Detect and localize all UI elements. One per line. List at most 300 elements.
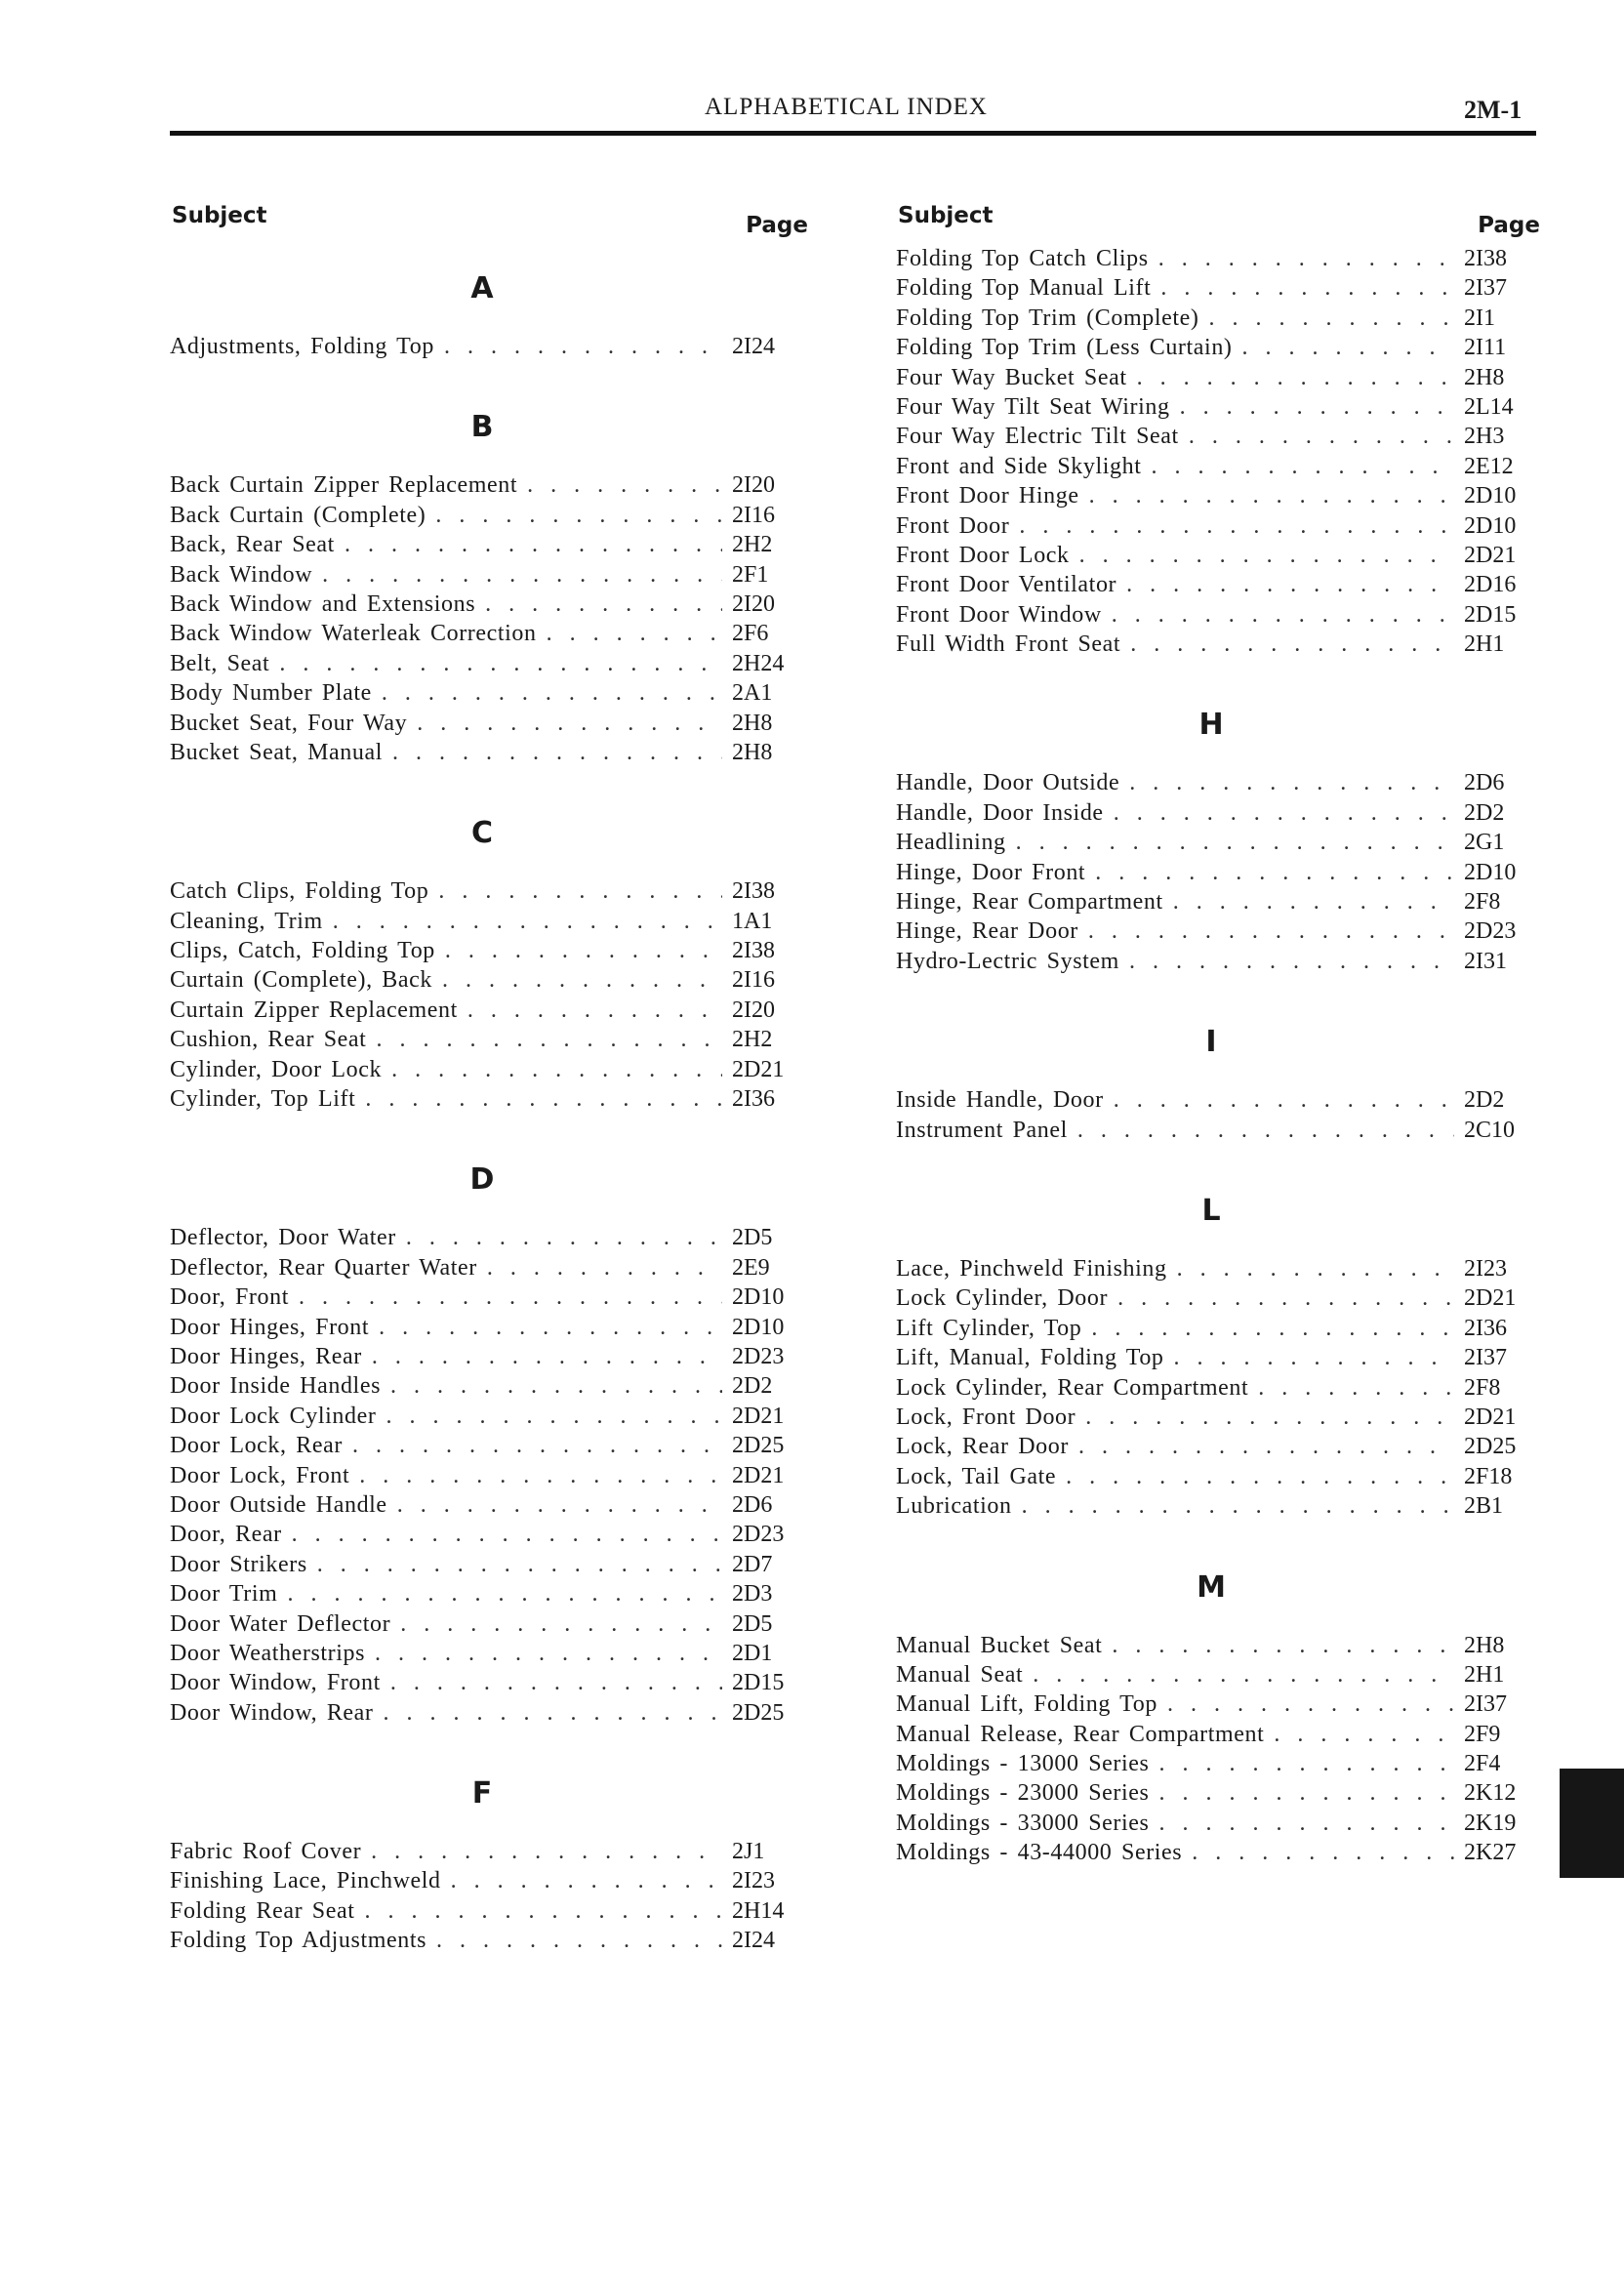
entry-page: 2H2 bbox=[732, 532, 773, 558]
entry-page: 2I24 bbox=[732, 334, 775, 359]
entry-subject: Clips, Catch, Folding Top bbox=[170, 938, 435, 964]
dot-leader bbox=[1022, 1491, 1454, 1521]
dot-leader bbox=[1274, 1720, 1454, 1749]
entry-page: 2F8 bbox=[1464, 889, 1501, 916]
entry-subject: Curtain (Complete), Back bbox=[170, 967, 433, 994]
section-letter: F bbox=[471, 1776, 493, 1812]
entry-page: 2D6 bbox=[732, 1491, 773, 1518]
index-entry bbox=[154, 1282, 810, 1312]
dot-leader bbox=[1158, 1809, 1454, 1838]
index-entry bbox=[154, 1639, 810, 1668]
dot-leader bbox=[365, 1896, 722, 1926]
index-entry bbox=[880, 304, 1542, 333]
entry-subject: Four Way Bucket Seat bbox=[896, 364, 1127, 390]
entry-page: 2I1 bbox=[1464, 305, 1495, 331]
dot-leader bbox=[345, 530, 722, 559]
entry-subject: Fabric Roof Cover bbox=[170, 1839, 362, 1865]
entry-subject: Body Number Plate bbox=[170, 680, 372, 707]
entry-page: 2I16 bbox=[732, 967, 775, 994]
entry-page: 2D25 bbox=[732, 1699, 785, 1726]
index-entry bbox=[154, 996, 810, 1025]
index-entry bbox=[154, 738, 810, 767]
entry-subject: Door Lock, Rear bbox=[170, 1433, 343, 1459]
entry-subject: Door Hinges, Front bbox=[170, 1314, 370, 1340]
dot-leader bbox=[451, 1866, 722, 1895]
dot-leader bbox=[1112, 1631, 1454, 1660]
index-entry bbox=[880, 1660, 1542, 1690]
entry-page: 2I20 bbox=[732, 997, 775, 1023]
dot-leader bbox=[371, 1837, 722, 1866]
entry-subject: Back Window Waterleak Correction bbox=[170, 621, 537, 647]
entry-subject: Cylinder, Door Lock bbox=[170, 1056, 383, 1082]
entry-subject: Lift, Manual, Folding Top bbox=[896, 1345, 1164, 1371]
entry-page: 2I20 bbox=[732, 472, 775, 499]
dot-leader bbox=[1088, 916, 1454, 946]
entry-subject: Folding Top Catch Clips bbox=[896, 246, 1149, 271]
entry-subject: Front Door Lock bbox=[896, 542, 1070, 568]
entry-page: 2D5 bbox=[732, 1610, 773, 1637]
dot-leader bbox=[1173, 887, 1454, 916]
entry-subject: Door Trim bbox=[170, 1581, 278, 1608]
entry-subject: Front Door Ventilator bbox=[896, 572, 1117, 598]
dot-leader bbox=[1033, 1660, 1454, 1690]
entry-subject: Deflector, Rear Quarter Water bbox=[170, 1254, 477, 1281]
dot-leader bbox=[1126, 570, 1454, 599]
index-column-left bbox=[154, 201, 810, 1956]
dot-leader bbox=[1258, 1373, 1454, 1403]
dot-leader bbox=[1095, 858, 1454, 887]
entry-page: 2D21 bbox=[1464, 1404, 1517, 1430]
index-entry bbox=[154, 501, 810, 530]
index-entry bbox=[880, 1254, 1542, 1283]
index-entry bbox=[154, 876, 810, 906]
dot-leader bbox=[1158, 1778, 1454, 1808]
dot-leader bbox=[1066, 1462, 1454, 1491]
dot-leader bbox=[1085, 1403, 1454, 1432]
entry-subject: Back, Rear Seat bbox=[170, 532, 335, 558]
dot-leader bbox=[279, 649, 722, 678]
index-section bbox=[880, 1192, 1542, 1522]
index-entry bbox=[880, 1809, 1542, 1838]
dot-leader bbox=[1016, 828, 1454, 857]
index-entry bbox=[154, 1579, 810, 1608]
thumb-index-tab bbox=[1560, 1769, 1624, 1878]
entry-subject: Finishing Lace, Pinchweld bbox=[170, 1868, 441, 1894]
page-title: ALPHABETICAL INDEX bbox=[705, 94, 988, 120]
dot-leader bbox=[442, 965, 722, 995]
section-letter: A bbox=[470, 271, 494, 305]
entry-page: 2F1 bbox=[732, 561, 769, 588]
dot-leader bbox=[390, 1668, 722, 1697]
dot-leader bbox=[384, 1698, 722, 1728]
index-section bbox=[880, 1568, 1542, 1868]
dot-leader bbox=[1078, 1432, 1454, 1461]
entry-page: 2F18 bbox=[1464, 1463, 1513, 1489]
entry-page: 2E9 bbox=[732, 1254, 770, 1281]
index-entry bbox=[880, 1116, 1542, 1145]
dot-leader bbox=[1089, 481, 1454, 510]
entry-page: 1A1 bbox=[732, 908, 773, 934]
section-letter: I bbox=[1205, 1025, 1217, 1060]
entry-page: 2I24 bbox=[732, 1928, 775, 1954]
index-entry bbox=[154, 1866, 810, 1895]
entry-subject: Lock, Tail Gate bbox=[896, 1463, 1057, 1489]
entry-subject: Adjustments, Folding Top bbox=[170, 334, 434, 359]
dot-leader bbox=[392, 738, 722, 767]
entry-page: 2D3 bbox=[732, 1581, 773, 1608]
index-entry bbox=[880, 1314, 1542, 1343]
entry-subject: Deflector, Door Water bbox=[170, 1225, 396, 1251]
entry-page: 2D23 bbox=[732, 1343, 785, 1369]
index-entry bbox=[154, 1253, 810, 1282]
entry-subject: Back Curtain Zipper Replacement bbox=[170, 472, 518, 499]
index-entry bbox=[154, 678, 810, 708]
subject-header: Subject bbox=[898, 203, 994, 228]
page-number: 2M-1 bbox=[1464, 96, 1522, 124]
dot-leader bbox=[1079, 541, 1454, 570]
entry-page: 2I20 bbox=[732, 590, 775, 617]
entry-page: 2I23 bbox=[732, 1868, 775, 1894]
section-letter: B bbox=[470, 410, 494, 445]
entry-subject: Folding Top Adjustments bbox=[170, 1928, 427, 1954]
dot-leader bbox=[1114, 798, 1454, 828]
index-entry bbox=[154, 560, 810, 590]
entry-page: 2I23 bbox=[1464, 1255, 1507, 1282]
index-section bbox=[154, 408, 810, 767]
index-entry bbox=[154, 1926, 810, 1955]
entry-subject: Full Width Front Seat bbox=[896, 631, 1121, 658]
entry-page: 2I36 bbox=[732, 1086, 775, 1113]
dot-leader bbox=[1130, 630, 1454, 659]
index-section bbox=[154, 269, 810, 361]
entry-subject: Door Hinges, Rear bbox=[170, 1343, 362, 1369]
entry-subject: Lubrication bbox=[896, 1493, 1012, 1520]
index-entry bbox=[154, 1490, 810, 1520]
dot-leader bbox=[406, 1223, 722, 1252]
entry-page: 2H8 bbox=[732, 739, 773, 765]
dot-leader bbox=[1208, 304, 1454, 333]
entry-subject: Lock, Front Door bbox=[896, 1404, 1076, 1430]
index-entry bbox=[880, 422, 1542, 451]
index-entry bbox=[880, 1749, 1542, 1778]
entry-page: 2E12 bbox=[1464, 453, 1514, 479]
index-entry bbox=[880, 1343, 1542, 1372]
entry-page: 2H1 bbox=[1464, 1661, 1505, 1688]
page-header-label: Page bbox=[746, 213, 808, 238]
index-entry bbox=[154, 936, 810, 965]
index-entry bbox=[880, 363, 1542, 392]
index-entry bbox=[880, 1373, 1542, 1403]
entry-subject: Handle, Door Outside bbox=[896, 770, 1120, 796]
entry-page: 2I37 bbox=[1464, 275, 1507, 302]
index-entry bbox=[880, 630, 1542, 659]
index-entry bbox=[154, 1055, 810, 1084]
index-entry bbox=[154, 1025, 810, 1054]
entry-page: 2I37 bbox=[1464, 1345, 1507, 1371]
section-letter: H bbox=[1198, 708, 1224, 743]
index-entry bbox=[154, 1342, 810, 1371]
entry-subject: Door Window, Rear bbox=[170, 1699, 374, 1726]
index-entry bbox=[880, 1432, 1542, 1461]
entry-page: 2D7 bbox=[732, 1551, 773, 1577]
entry-page: 2H14 bbox=[732, 1897, 785, 1924]
entry-subject: Door Water Deflector bbox=[170, 1610, 391, 1637]
entry-subject: Door Inside Handles bbox=[170, 1373, 382, 1400]
entry-subject: Hinge, Door Front bbox=[896, 859, 1086, 885]
entry-page: 2D21 bbox=[732, 1403, 785, 1429]
entry-page: 2D15 bbox=[1464, 601, 1517, 628]
index-entry bbox=[880, 1283, 1542, 1313]
entry-page: 2I38 bbox=[732, 938, 775, 964]
dot-leader bbox=[487, 1253, 722, 1282]
entry-page: 2D25 bbox=[1464, 1434, 1517, 1460]
subject-header: Subject bbox=[172, 203, 267, 228]
index-entry bbox=[154, 907, 810, 936]
dot-leader bbox=[397, 1490, 722, 1520]
entry-page: 2D23 bbox=[732, 1522, 785, 1548]
entry-page: 2L14 bbox=[1464, 393, 1514, 420]
index-entry bbox=[154, 470, 810, 500]
entry-page: 2G1 bbox=[1464, 830, 1505, 856]
entry-page: 2H1 bbox=[1464, 631, 1505, 658]
index-entry bbox=[154, 1461, 810, 1490]
entry-subject: Door Lock Cylinder bbox=[170, 1403, 377, 1429]
section-letter: C bbox=[470, 816, 494, 851]
dot-leader bbox=[1242, 333, 1454, 362]
entry-subject: Manual Lift, Folding Top bbox=[896, 1691, 1157, 1718]
entry-subject: Back Window bbox=[170, 561, 313, 588]
index-section bbox=[880, 706, 1542, 976]
index-entry bbox=[880, 452, 1542, 481]
entry-subject: Four Way Electric Tilt Seat bbox=[896, 424, 1179, 450]
entry-subject: Lock Cylinder, Rear Compartment bbox=[896, 1374, 1249, 1401]
index-entry bbox=[154, 619, 810, 648]
index-entry bbox=[154, 1668, 810, 1697]
entry-subject: Belt, Seat bbox=[170, 650, 270, 676]
dot-leader bbox=[287, 1579, 722, 1608]
entry-page: 2K19 bbox=[1464, 1810, 1517, 1836]
entry-subject: Manual Seat bbox=[896, 1661, 1024, 1688]
index-entry bbox=[880, 916, 1542, 946]
entry-subject: Door, Rear bbox=[170, 1522, 282, 1548]
entry-subject: Lace, Pinchweld Finishing bbox=[896, 1255, 1167, 1282]
entry-page: 2B1 bbox=[1464, 1493, 1504, 1520]
index-entry bbox=[154, 590, 810, 619]
dot-leader bbox=[1167, 1690, 1454, 1719]
entry-page: 2H3 bbox=[1464, 424, 1505, 450]
index-entry bbox=[880, 600, 1542, 630]
dot-leader bbox=[485, 590, 722, 619]
index-entry bbox=[154, 1698, 810, 1728]
column-header bbox=[880, 201, 1542, 244]
dot-leader bbox=[1091, 1314, 1454, 1343]
header-rule bbox=[170, 131, 1536, 136]
dot-leader bbox=[435, 501, 722, 530]
entry-subject: Lock, Rear Door bbox=[896, 1434, 1069, 1460]
dot-leader bbox=[436, 1926, 722, 1955]
dot-leader bbox=[386, 1402, 722, 1431]
index-entry bbox=[880, 273, 1542, 303]
entry-page: 2D2 bbox=[1464, 799, 1505, 826]
entry-subject: Headlining bbox=[896, 830, 1006, 856]
entry-subject: Back Window and Extensions bbox=[170, 590, 476, 617]
entry-subject: Instrument Panel bbox=[896, 1117, 1068, 1143]
entry-page: 2D2 bbox=[1464, 1087, 1505, 1114]
entry-page: 2F9 bbox=[1464, 1721, 1501, 1747]
index-entry bbox=[880, 333, 1542, 362]
index-entry bbox=[880, 392, 1542, 422]
entry-subject: Cylinder, Top Lift bbox=[170, 1086, 356, 1113]
entry-subject: Door Window, Front bbox=[170, 1670, 381, 1696]
dot-leader bbox=[390, 1371, 722, 1401]
index-entry bbox=[880, 798, 1542, 828]
dot-leader bbox=[1019, 511, 1454, 541]
index-entry bbox=[154, 649, 810, 678]
page-header-label: Page bbox=[1478, 213, 1540, 238]
entry-page: 2F8 bbox=[1464, 1374, 1501, 1401]
dot-leader bbox=[1151, 452, 1454, 481]
index-entry bbox=[154, 709, 810, 738]
index-entry bbox=[880, 1690, 1542, 1719]
dot-leader bbox=[444, 332, 722, 361]
entry-subject: Door, Front bbox=[170, 1284, 289, 1311]
entry-page: 2H8 bbox=[732, 710, 773, 736]
dot-leader bbox=[352, 1431, 722, 1460]
entry-page: 2I16 bbox=[732, 502, 775, 528]
index-entry bbox=[880, 1462, 1542, 1491]
index-entry bbox=[880, 1403, 1542, 1432]
entry-page: 2D10 bbox=[732, 1284, 785, 1311]
index-entry bbox=[154, 1402, 810, 1431]
entry-subject: Door Weatherstrips bbox=[170, 1640, 366, 1666]
index-section bbox=[154, 814, 810, 1114]
entry-subject: Folding Top Trim (Complete) bbox=[896, 305, 1199, 331]
entry-page: 2H24 bbox=[732, 650, 785, 676]
index-entry bbox=[880, 1838, 1542, 1867]
section-letter: D bbox=[469, 1162, 495, 1198]
index-entry bbox=[880, 1631, 1542, 1660]
index-entry bbox=[154, 1223, 810, 1252]
entry-subject: Bucket Seat, Four Way bbox=[170, 710, 408, 736]
index-entry bbox=[880, 1720, 1542, 1749]
index-section bbox=[154, 1160, 810, 1728]
entry-page: 2D21 bbox=[1464, 1285, 1517, 1312]
entry-page: 2D16 bbox=[1464, 572, 1517, 598]
index-entry bbox=[880, 570, 1542, 599]
entry-page: 2D2 bbox=[732, 1373, 773, 1400]
entry-subject: Folding Top Trim (Less Curtain) bbox=[896, 335, 1233, 361]
dot-leader bbox=[382, 678, 722, 708]
index-entry bbox=[880, 1085, 1542, 1115]
dot-leader bbox=[547, 619, 722, 648]
dot-leader bbox=[1177, 1254, 1454, 1283]
entry-subject: Folding Top Manual Lift bbox=[896, 275, 1152, 302]
dot-leader bbox=[375, 1639, 722, 1668]
dot-leader bbox=[372, 1342, 722, 1371]
entry-page: 2C10 bbox=[1464, 1117, 1516, 1143]
index-entry bbox=[154, 965, 810, 995]
index-entry bbox=[880, 768, 1542, 797]
entry-page: 2D6 bbox=[1464, 770, 1505, 796]
dot-leader bbox=[400, 1609, 722, 1639]
section-letter: M bbox=[1197, 1569, 1226, 1605]
index-sections bbox=[880, 244, 1542, 1868]
index-entry bbox=[880, 887, 1542, 916]
entry-page: 2I11 bbox=[1464, 335, 1507, 361]
index-entry bbox=[154, 1520, 810, 1549]
entry-subject: Cleaning, Trim bbox=[170, 908, 323, 934]
entry-subject: Back Curtain (Complete) bbox=[170, 502, 426, 528]
entry-subject: Moldings - 13000 Series bbox=[896, 1751, 1150, 1777]
dot-leader bbox=[1114, 1085, 1454, 1115]
dot-leader bbox=[1189, 422, 1454, 451]
dot-leader bbox=[467, 996, 722, 1025]
index-entry bbox=[880, 1778, 1542, 1808]
index-entry bbox=[880, 1491, 1542, 1521]
entry-page: 2D21 bbox=[732, 1056, 785, 1082]
entry-page: 2D21 bbox=[1464, 542, 1517, 568]
entry-subject: Moldings - 43-44000 Series bbox=[896, 1840, 1183, 1866]
entry-subject: Lift Cylinder, Top bbox=[896, 1315, 1082, 1341]
entry-page: 2D10 bbox=[1464, 859, 1517, 885]
entry-subject: Moldings - 23000 Series bbox=[896, 1780, 1150, 1807]
entry-subject: Front Door bbox=[896, 512, 1010, 539]
dot-leader bbox=[292, 1520, 722, 1549]
entry-page: 2D15 bbox=[732, 1670, 785, 1696]
index-entry bbox=[154, 1431, 810, 1460]
entry-page: 2F6 bbox=[732, 621, 769, 647]
index-entry bbox=[154, 332, 810, 361]
index-entry bbox=[154, 1084, 810, 1114]
column-header bbox=[154, 201, 810, 244]
dot-leader bbox=[333, 907, 722, 936]
entry-page: 2D5 bbox=[732, 1225, 773, 1251]
entry-subject: Manual Release, Rear Compartment bbox=[896, 1721, 1265, 1747]
entry-subject: Folding Rear Seat bbox=[170, 1897, 355, 1924]
entry-subject: Cushion, Rear Seat bbox=[170, 1027, 367, 1053]
dot-leader bbox=[1112, 600, 1454, 630]
entry-subject: Handle, Door Inside bbox=[896, 799, 1104, 826]
entry-subject: Door Lock, Front bbox=[170, 1462, 350, 1488]
dot-leader bbox=[1160, 273, 1454, 303]
dot-leader bbox=[317, 1550, 722, 1579]
dot-leader bbox=[322, 560, 722, 590]
entry-page: 2K12 bbox=[1464, 1780, 1517, 1807]
dot-leader bbox=[1077, 1116, 1454, 1145]
index-entry bbox=[880, 947, 1542, 976]
entry-page: 2I38 bbox=[732, 878, 775, 905]
entry-subject: Hinge, Rear Compartment bbox=[896, 889, 1163, 916]
dot-leader bbox=[1180, 392, 1454, 422]
entry-subject: Front Door Window bbox=[896, 601, 1102, 628]
dot-leader bbox=[1129, 947, 1454, 976]
entry-page: 2D10 bbox=[1464, 512, 1517, 539]
entry-subject: Curtain Zipper Replacement bbox=[170, 997, 458, 1023]
dot-leader bbox=[527, 470, 722, 500]
index-sections bbox=[154, 269, 810, 1956]
index-entry bbox=[880, 481, 1542, 510]
dot-leader bbox=[365, 1084, 722, 1114]
entry-page: 2D21 bbox=[732, 1462, 785, 1488]
dot-leader bbox=[1137, 363, 1454, 392]
dot-leader bbox=[391, 1055, 722, 1084]
entry-subject: Door Outside Handle bbox=[170, 1491, 387, 1518]
index-entry bbox=[154, 1550, 810, 1579]
entry-page: 2I38 bbox=[1464, 246, 1507, 271]
dot-leader bbox=[1129, 768, 1454, 797]
entry-page: 2H8 bbox=[1464, 364, 1505, 390]
index-entry bbox=[880, 828, 1542, 857]
